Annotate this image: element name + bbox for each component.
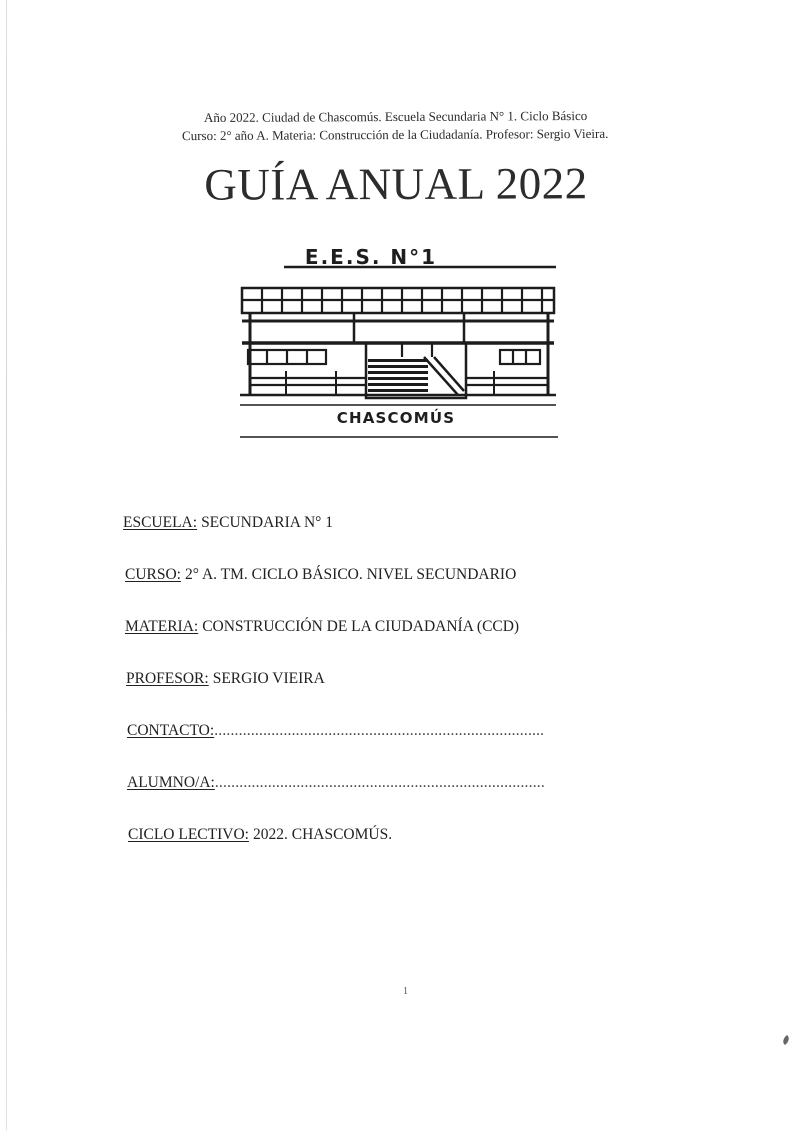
field-contacto: [127, 720, 687, 772]
header-line-2-text: Curso: 2° año A. Materia: Construcción de la Ciudadanía. Profesor: Sergio Vieira.: [181, 125, 609, 144]
field-label: CONTACTO:: [127, 722, 215, 739]
field-label: ALUMNO/A:: [127, 774, 215, 791]
field-blank-line: .................................................................................: [214, 722, 545, 739]
field-ciclo-lectivo: [128, 824, 688, 876]
field-curso: [125, 564, 685, 616]
field-label: CURSO:: [125, 566, 181, 583]
school-logo: [236, 245, 562, 445]
field-value: 2° A. TM. CICLO BÁSICO. NIVEL SECUNDARIO: [185, 566, 517, 583]
field-label: MATERIA:: [125, 618, 199, 635]
header-line-2: [0, 126, 800, 144]
field-blank-line: .................................................................................: [214, 774, 545, 791]
field-value: SECUNDARIA N° 1: [201, 514, 333, 531]
logo-top-text: E.E.S. N°1: [304, 245, 438, 269]
field-value: CONSTRUCCIÓN DE LA CIUDADANÍA (CCD): [202, 618, 520, 635]
scan-mark-icon: [782, 1035, 790, 1045]
page-title: GUÍA ANUAL 2022: [204, 158, 588, 210]
page-number: 1: [403, 986, 408, 997]
field-value: 2022. CHASCOMÚS.: [252, 826, 393, 843]
header-line-1: [0, 108, 800, 126]
field-alumno: [127, 772, 687, 824]
field-profesor: [126, 668, 686, 720]
field-value: SERGIO VIEIRA: [212, 670, 325, 687]
field-materia: [125, 616, 685, 668]
field-label: CICLO LECTIVO:: [128, 826, 249, 843]
logo-bottom-text: CHASCOMÚS: [336, 409, 456, 427]
field-label: PROFESOR:: [126, 670, 209, 687]
header-line-1-text: Año 2022. Ciudad de Chascomús. Escuela Secundaria N° 1. Ciclo Básico: [204, 107, 588, 126]
info-fields: [125, 512, 685, 876]
field-label: ESCUELA:: [123, 514, 198, 531]
field-escuela: [123, 512, 683, 564]
